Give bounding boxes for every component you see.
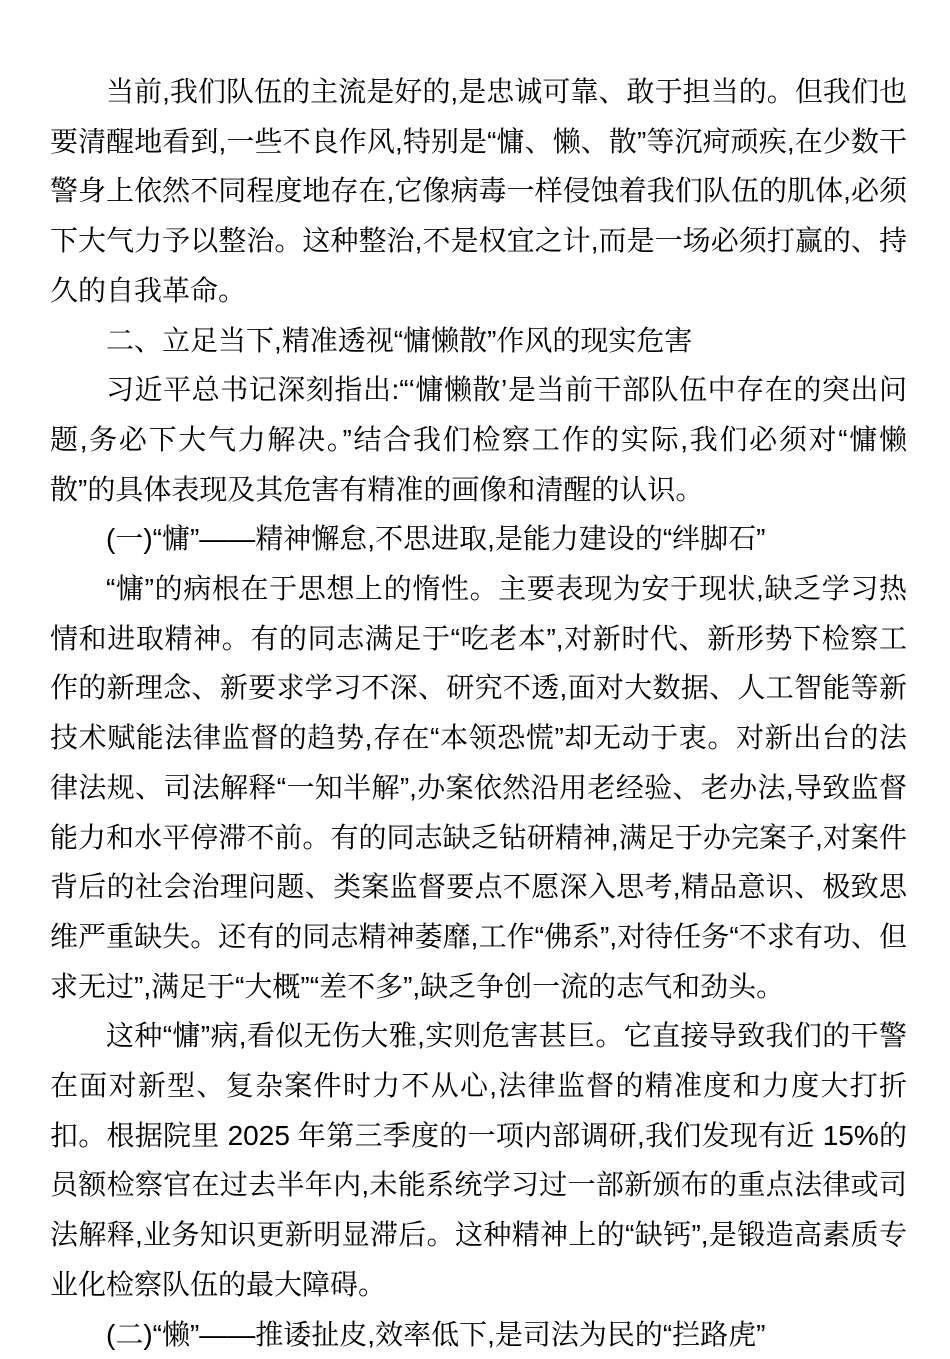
body-paragraph: 这种“慵”病,看似无伤大雅,实则危害甚巨。它直接导致我们的干警在面对新型、复杂案件时力不从心,法律监督的精准度和力度大打折扣。根据院里 2025 年第三季度的一项内部调研,我们发现有近 15%的员额检察官在过去半年内,未能系统学习过一部新颁布的重点法律或司法解释,业务知识更新明显滞后。这种精神上的“缺钙”,是锻造高素质专业化检察队伍的最大障碍。 [50, 1020, 907, 1300]
body-paragraph: 习近平总书记深刻指出:“‘慵懒散’是当前干部队伍中存在的突出问题,务必下大气力解决。”结合我们检察工作的实际,我们必须对“慵懒散”的具体表现及其危害有精准的画像和清醒的认识。 [50, 374, 907, 505]
sub-heading: (二)“懒”——推诿扯皮,效率低下,是司法为民的“拦路虎” [106, 1318, 766, 1350]
sub-heading: (一)“慵”——精神懈怠,不思进取,是能力建设的“绊脚石” [106, 523, 766, 555]
section-heading: 二、立足当下,精准透视“慵懒散”作风的现实危害 [106, 324, 693, 356]
body-paragraph: 当前,我们队伍的主流是好的,是忠诚可靠、敢于担当的。但我们也要清醒地看到,一些不良作风,特别是“慵、懒、散”等沉疴顽疾,在少数干警身上依然不同程度地存在,它像病毒一样侵蚀着我们队伍的肌体,必须下大气力予以整治。这种整治,不是权宜之计,而是一场必须打赢的、持久的自我革命。 [50, 76, 907, 306]
body-paragraph: “慵”的病根在于思想上的惰性。主要表现为安于现状,缺乏学习热情和进取精神。有的同志满足于“吃老本”,对新时代、新形势下检察工作的新理念、新要求学习不深、研究不透,面对大数据、人工智能等新技术赋能法律监督的趋势,存在“本领恐慌”却无动于衷。对新出台的法律法规、司法解释“一知半解”,办案依然沿用老经验、老办法,导致监督能力和水平停滞不前。有的同志缺乏钻研精神,满足于办完案子,对案件背后的社会治理问题、类案监督要点不愿深入思考,精品意识、极致思维严重缺失。还有的同志精神萎靡,工作“佛系”,对待任务“不求有功、但求无过”,满足于“大概”“差不多”,缺乏争创一流的志气和劲头。 [50, 573, 907, 1002]
